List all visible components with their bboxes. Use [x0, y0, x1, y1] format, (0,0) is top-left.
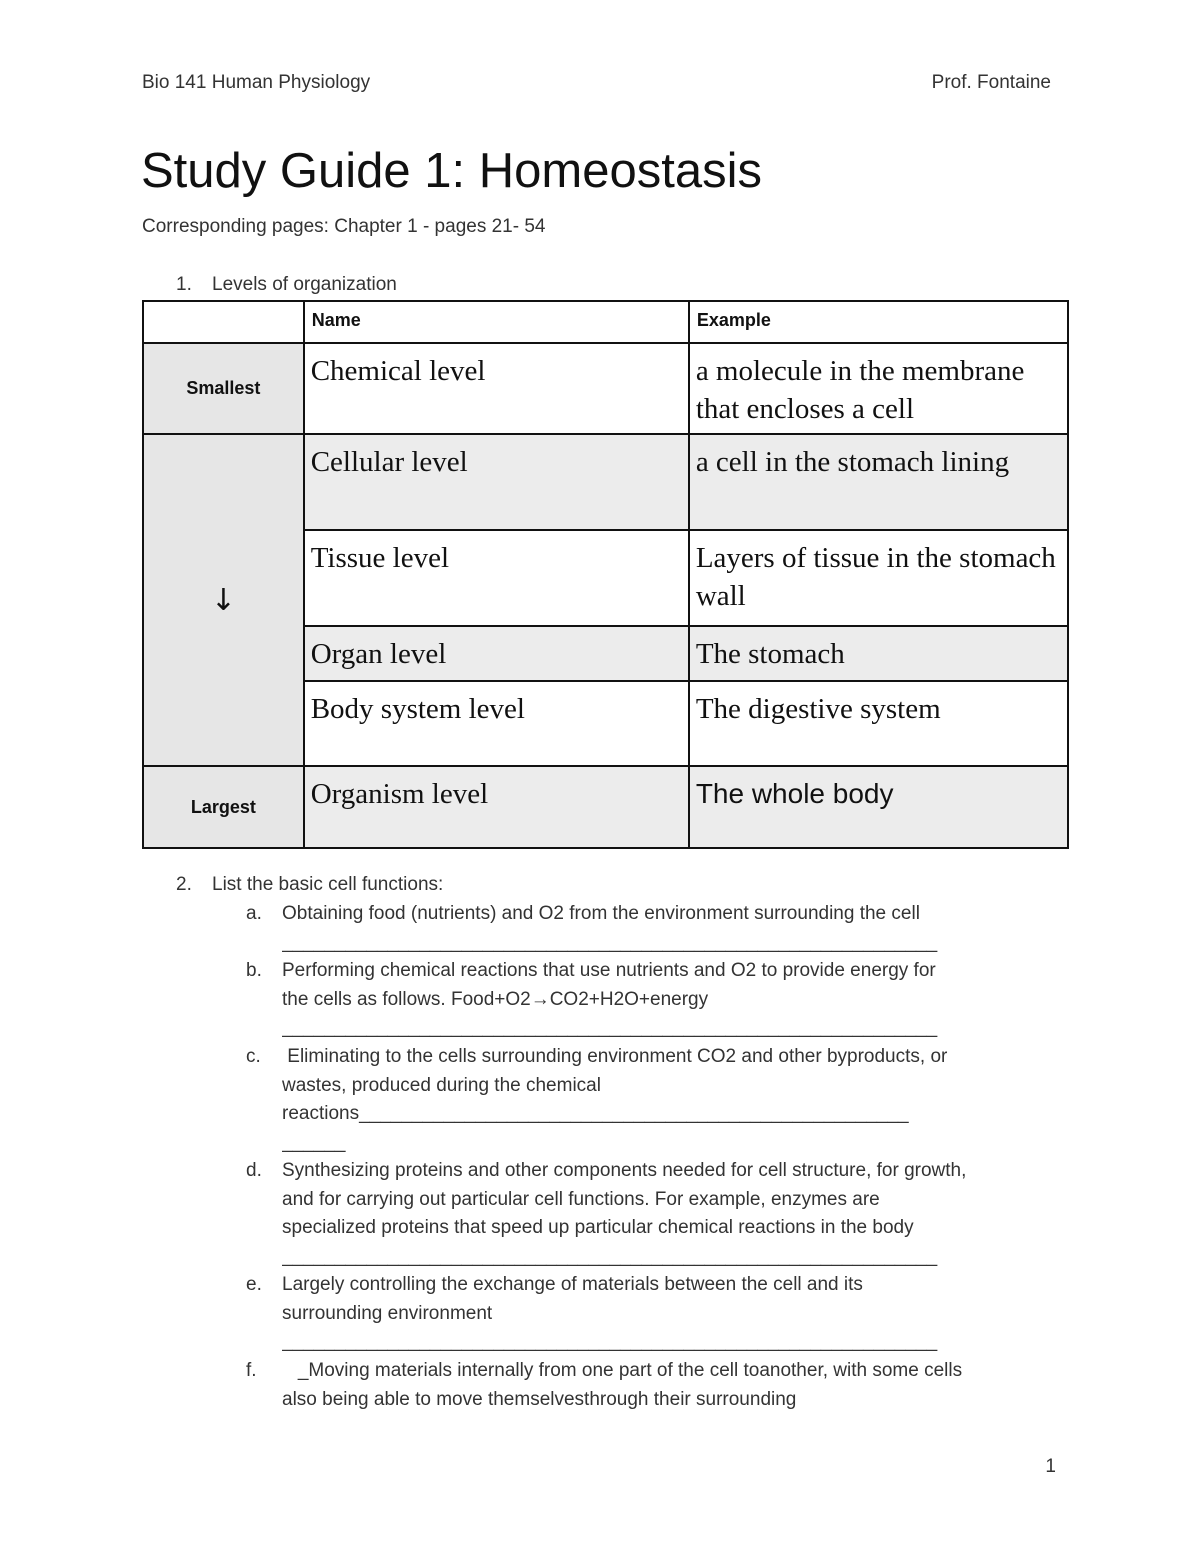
level-name: Tissue level [304, 530, 689, 626]
side-label-smallest: Smallest [143, 343, 304, 434]
level-example: a cell in the stomach lining [689, 434, 1068, 530]
answer-blank[interactable]: ______________________________________________________________ [282, 1331, 938, 1352]
answer-blank-continued[interactable]: ______ [282, 1131, 346, 1153]
item-text: Eliminating to the cells surrounding environment CO2 and other byproducts, or [282, 1046, 948, 1067]
item-text: also being able to move themselvesthrough their surrounding [282, 1388, 797, 1410]
question-2-number: 2. [176, 874, 192, 895]
item-text: surrounding environment [282, 1302, 493, 1324]
item-letter: e. [246, 1274, 262, 1295]
header-example: Example [689, 301, 1068, 343]
item-text: Performing chemical reactions that use nutrients and O2 to provide energy for [282, 960, 936, 981]
course-title: Bio 141 Human Physiology [142, 72, 371, 93]
level-name: Cellular level [304, 434, 689, 530]
item-text: _Moving materials internally from one part of the cell toanother, with some cells [282, 1360, 963, 1381]
item-text: and for carrying out particular cell functions. For example, enzymes are [282, 1188, 880, 1210]
levels-table [142, 300, 1069, 849]
level-name: Chemical level [304, 343, 689, 434]
instructor-name: Prof. Fontaine [931, 72, 1051, 93]
answer-blank[interactable]: ______________________________________________________________ [282, 1017, 938, 1038]
header-empty-cell [143, 301, 304, 343]
corresponding-pages: Corresponding pages: Chapter 1 - pages 21- 54 [142, 216, 546, 237]
item-text: the cells as follows. Food+O2→CO2+H2O+energy [282, 988, 709, 1010]
answer-blank[interactable]: ______________________________________________________________ [282, 931, 938, 953]
table-row [143, 434, 1068, 530]
side-label-largest: Largest [143, 766, 304, 848]
answer-blank[interactable]: ______________________________________________________________ [282, 1245, 938, 1267]
level-example: a molecule in the membrane that encloses a cell [689, 343, 1068, 434]
item-text: Synthesizing proteins and other components needed for cell structure, for growth, [282, 1160, 967, 1181]
item-text: Largely controlling the exchange of materials between the cell and its [282, 1274, 863, 1295]
level-example: Layers of tissue in the stomach wall [689, 530, 1068, 626]
item-text: specialized proteins that speed up particular chemical reactions in the body [282, 1217, 914, 1238]
item-letter: c. [246, 1046, 261, 1067]
question-2 [176, 874, 443, 896]
level-example: The digestive system [689, 681, 1068, 766]
question-1-text: Levels of organization [212, 274, 397, 295]
table-header-row [143, 301, 1068, 343]
item-letter: d. [246, 1160, 262, 1181]
question-1-number: 1. [176, 274, 192, 295]
down-arrow-icon: ↓ [143, 434, 304, 766]
item-text: wastes, produced during the chemical [282, 1074, 601, 1096]
table-row [143, 343, 1068, 434]
item-text: Obtaining food (nutrients) and O2 from the environment surrounding the cell [282, 903, 920, 924]
item-letter: f. [246, 1360, 257, 1381]
table-row [143, 766, 1068, 848]
item-letter: a. [246, 903, 262, 924]
item-letter: b. [246, 960, 262, 981]
answer-blank[interactable]: ____________________________________________________ [359, 1103, 909, 1124]
question-2-text: List the basic cell functions: [212, 874, 444, 895]
header-name: Name [304, 301, 689, 343]
item-text: reactions [282, 1103, 360, 1124]
level-name: Organ level [304, 626, 689, 681]
page-title: Study Guide 1: Homeostasis [141, 144, 762, 198]
level-name: Body system level [304, 681, 689, 766]
level-example: The whole body [689, 766, 1068, 848]
level-example: The stomach [689, 626, 1068, 681]
page-number: 1 [1045, 1456, 1056, 1477]
level-name: Organism level [304, 766, 689, 848]
question-1 [176, 274, 397, 296]
